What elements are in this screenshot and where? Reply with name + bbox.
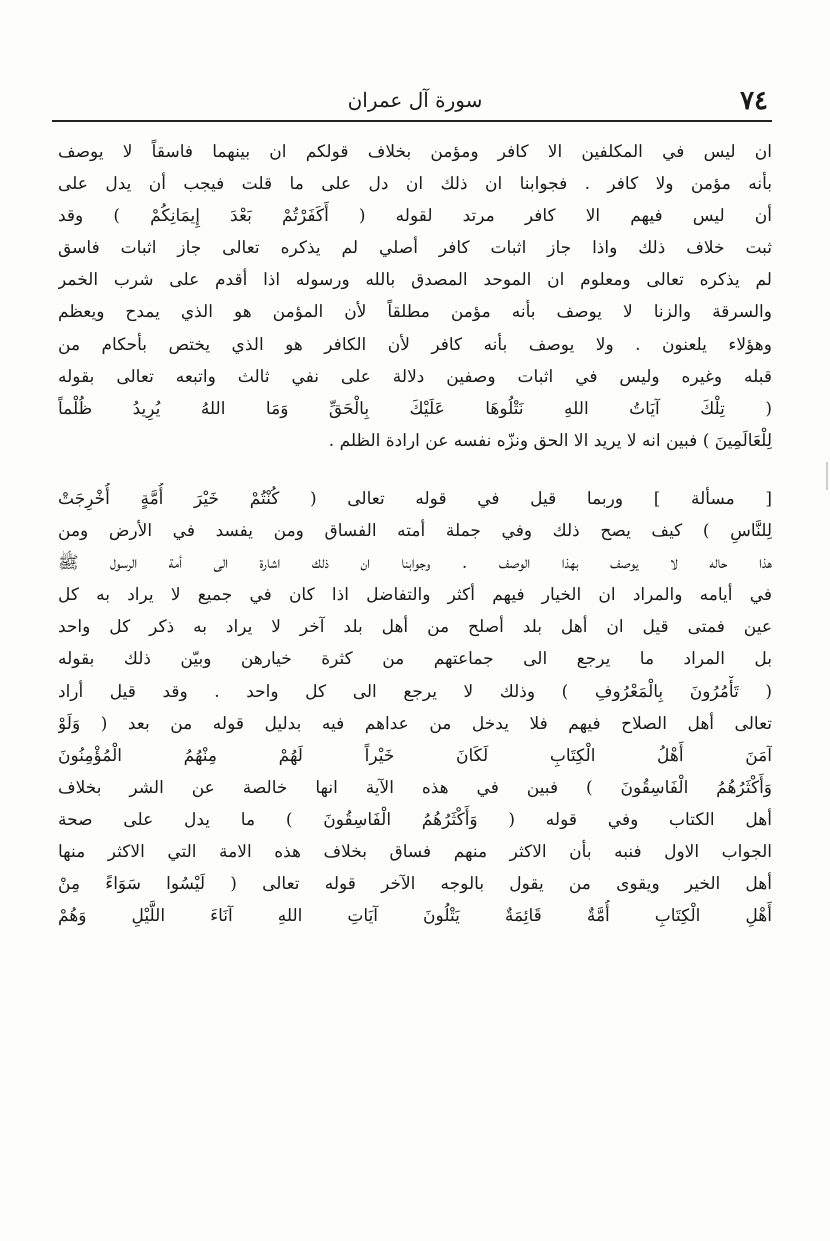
page-header	[62, 86, 768, 116]
text-line: لم يذكره تعالى ومعلوم ان الموحد المصدق بالله ورسوله اذا أقدم على شرب الخمر	[58, 270, 772, 291]
paragraph-2	[58, 483, 772, 932]
header-rule	[52, 120, 772, 122]
text-line: ثبت خلاف ذلك واذا جاز اثبات كافر أصلي لم يذكره تعالى جاز اثبات فاسق	[58, 238, 772, 259]
text-line: قبله وغيره وليس في اثبات وصفين دلالة على نفي ثالث واتبعه تعالى بقوله	[58, 366, 772, 387]
text-line: بأنه مؤمن ولا كافر . فجوابنا ان ذلك ان دل على ما قلت فيجب أن يدل على	[58, 174, 772, 195]
text-line: عين فمتى قيل ان أهل بلد أصلح من أهل بلد آخر لا يراد به ذكر كل واحد	[58, 617, 772, 638]
text-line: هذا حاله لا يوصف بهذا الوصف . وجوابنا ان ذلك اشارة الى أمة الرسول ﷺ	[58, 553, 772, 574]
text-line: الجواب الاول فنبه بأن الاكثر منهم فساق بخلاف هذه الامة التي الاكثر منها	[58, 841, 772, 862]
text-line: أن ليس فيهم الا كافر مرتد لقوله ( أَكَفَرْتُمْ بَعْدَ إِيمَانِكُمْ ) وقد	[58, 206, 772, 227]
text-line: وَأَكْثَرُهُمُ الْفَاسِقُونَ ) فبين في هذه الآية انها خالصة عن الشر بخلاف	[58, 777, 772, 798]
text-line: ان ليس في المكلفين الا كافر ومؤمن بخلاف قولكم ان بينهما فاسقاً لا يوصف	[58, 142, 772, 162]
text-line: [ مسألة ] وربما قيل في قوله تعالى ( كُنْتُمْ خَيْرَ أُمَّةٍ أُخْرِجَتْ	[58, 488, 772, 509]
page-body	[58, 136, 772, 932]
text-line: تعالى أهل الصلاح فيهم فلا يدخل من عداهم فيه بدليل قوله من بعد ( وَلَوْ	[58, 713, 772, 734]
paragraph-gap	[58, 457, 772, 483]
scan-mark	[826, 462, 828, 490]
page-number: ٧٤	[740, 86, 768, 116]
text-line: ( تِلْكَ آيَاتُ اللهِ نَتْلُوهَا عَلَيْكَ بِالْحَقِّ وَمَا اللهُ يُرِيدُ ظُلْماً	[58, 398, 772, 419]
text-line: لِلنَّاسِ ) كيف يصح ذلك وفي جملة أمته الفساق ومن يفسد في الأرض ومن	[58, 521, 772, 542]
text-line: أهل الكتاب وفي قوله ( وَأَكْثَرُهُمُ الْفَاسِقُونَ ) ما يدل على صحة	[58, 809, 772, 830]
text-line: في أيامه والمراد ان الخيار فيهم أكثر والتفاضل اذا كان في جميع لا يراد به كل	[58, 585, 772, 606]
text-line: ( تَأْمُرُونَ بِالْمَعْرُوفِ ) وذلك لا يرجع الى كل واحد . وقد قيل أراد	[58, 681, 772, 702]
text-line: لِلْعَالَمِينَ ) فبين انه لا يريد الا الحق ونزّه نفسه عن ارادة الظلم .	[328, 430, 772, 451]
text-line: والسرقة والزنا لا يوصف بأنه مؤمن مطلقاً لأن المؤمن هو الذي يمدح ويعظم	[58, 302, 772, 323]
text-line: أَهْلِ الْكِتَابِ أُمَّةٌ قَائِمَةٌ يَتْلُونَ آيَاتِ اللهِ آنَاءَ اللَّيْلِ وَهُمْ	[58, 906, 772, 927]
text-line: آمَنَ أَهْلُ الْكِتَابِ لَكَانَ خَيْراً لَهُمْ مِنْهُمُ الْمُؤْمِنُونَ	[58, 745, 772, 766]
paragraph-1	[58, 136, 772, 457]
text-line: أهل الخير ويقوى من يقول بالوجه الآخر قوله تعالى ( لَيْسُوا سَوَاءً مِنْ	[58, 874, 772, 895]
surah-title: سورة آل عمران	[347, 88, 483, 112]
text-line: وهؤلاء يلعنون . ولا يوصف بأنه كافر لأن الكافر هو الذي يختص بأحكام من	[58, 334, 772, 355]
text-line: بل المراد ما يرجع الى جماعتهم من كثرة خيارهن وبيّن ذلك بقوله	[58, 649, 772, 670]
